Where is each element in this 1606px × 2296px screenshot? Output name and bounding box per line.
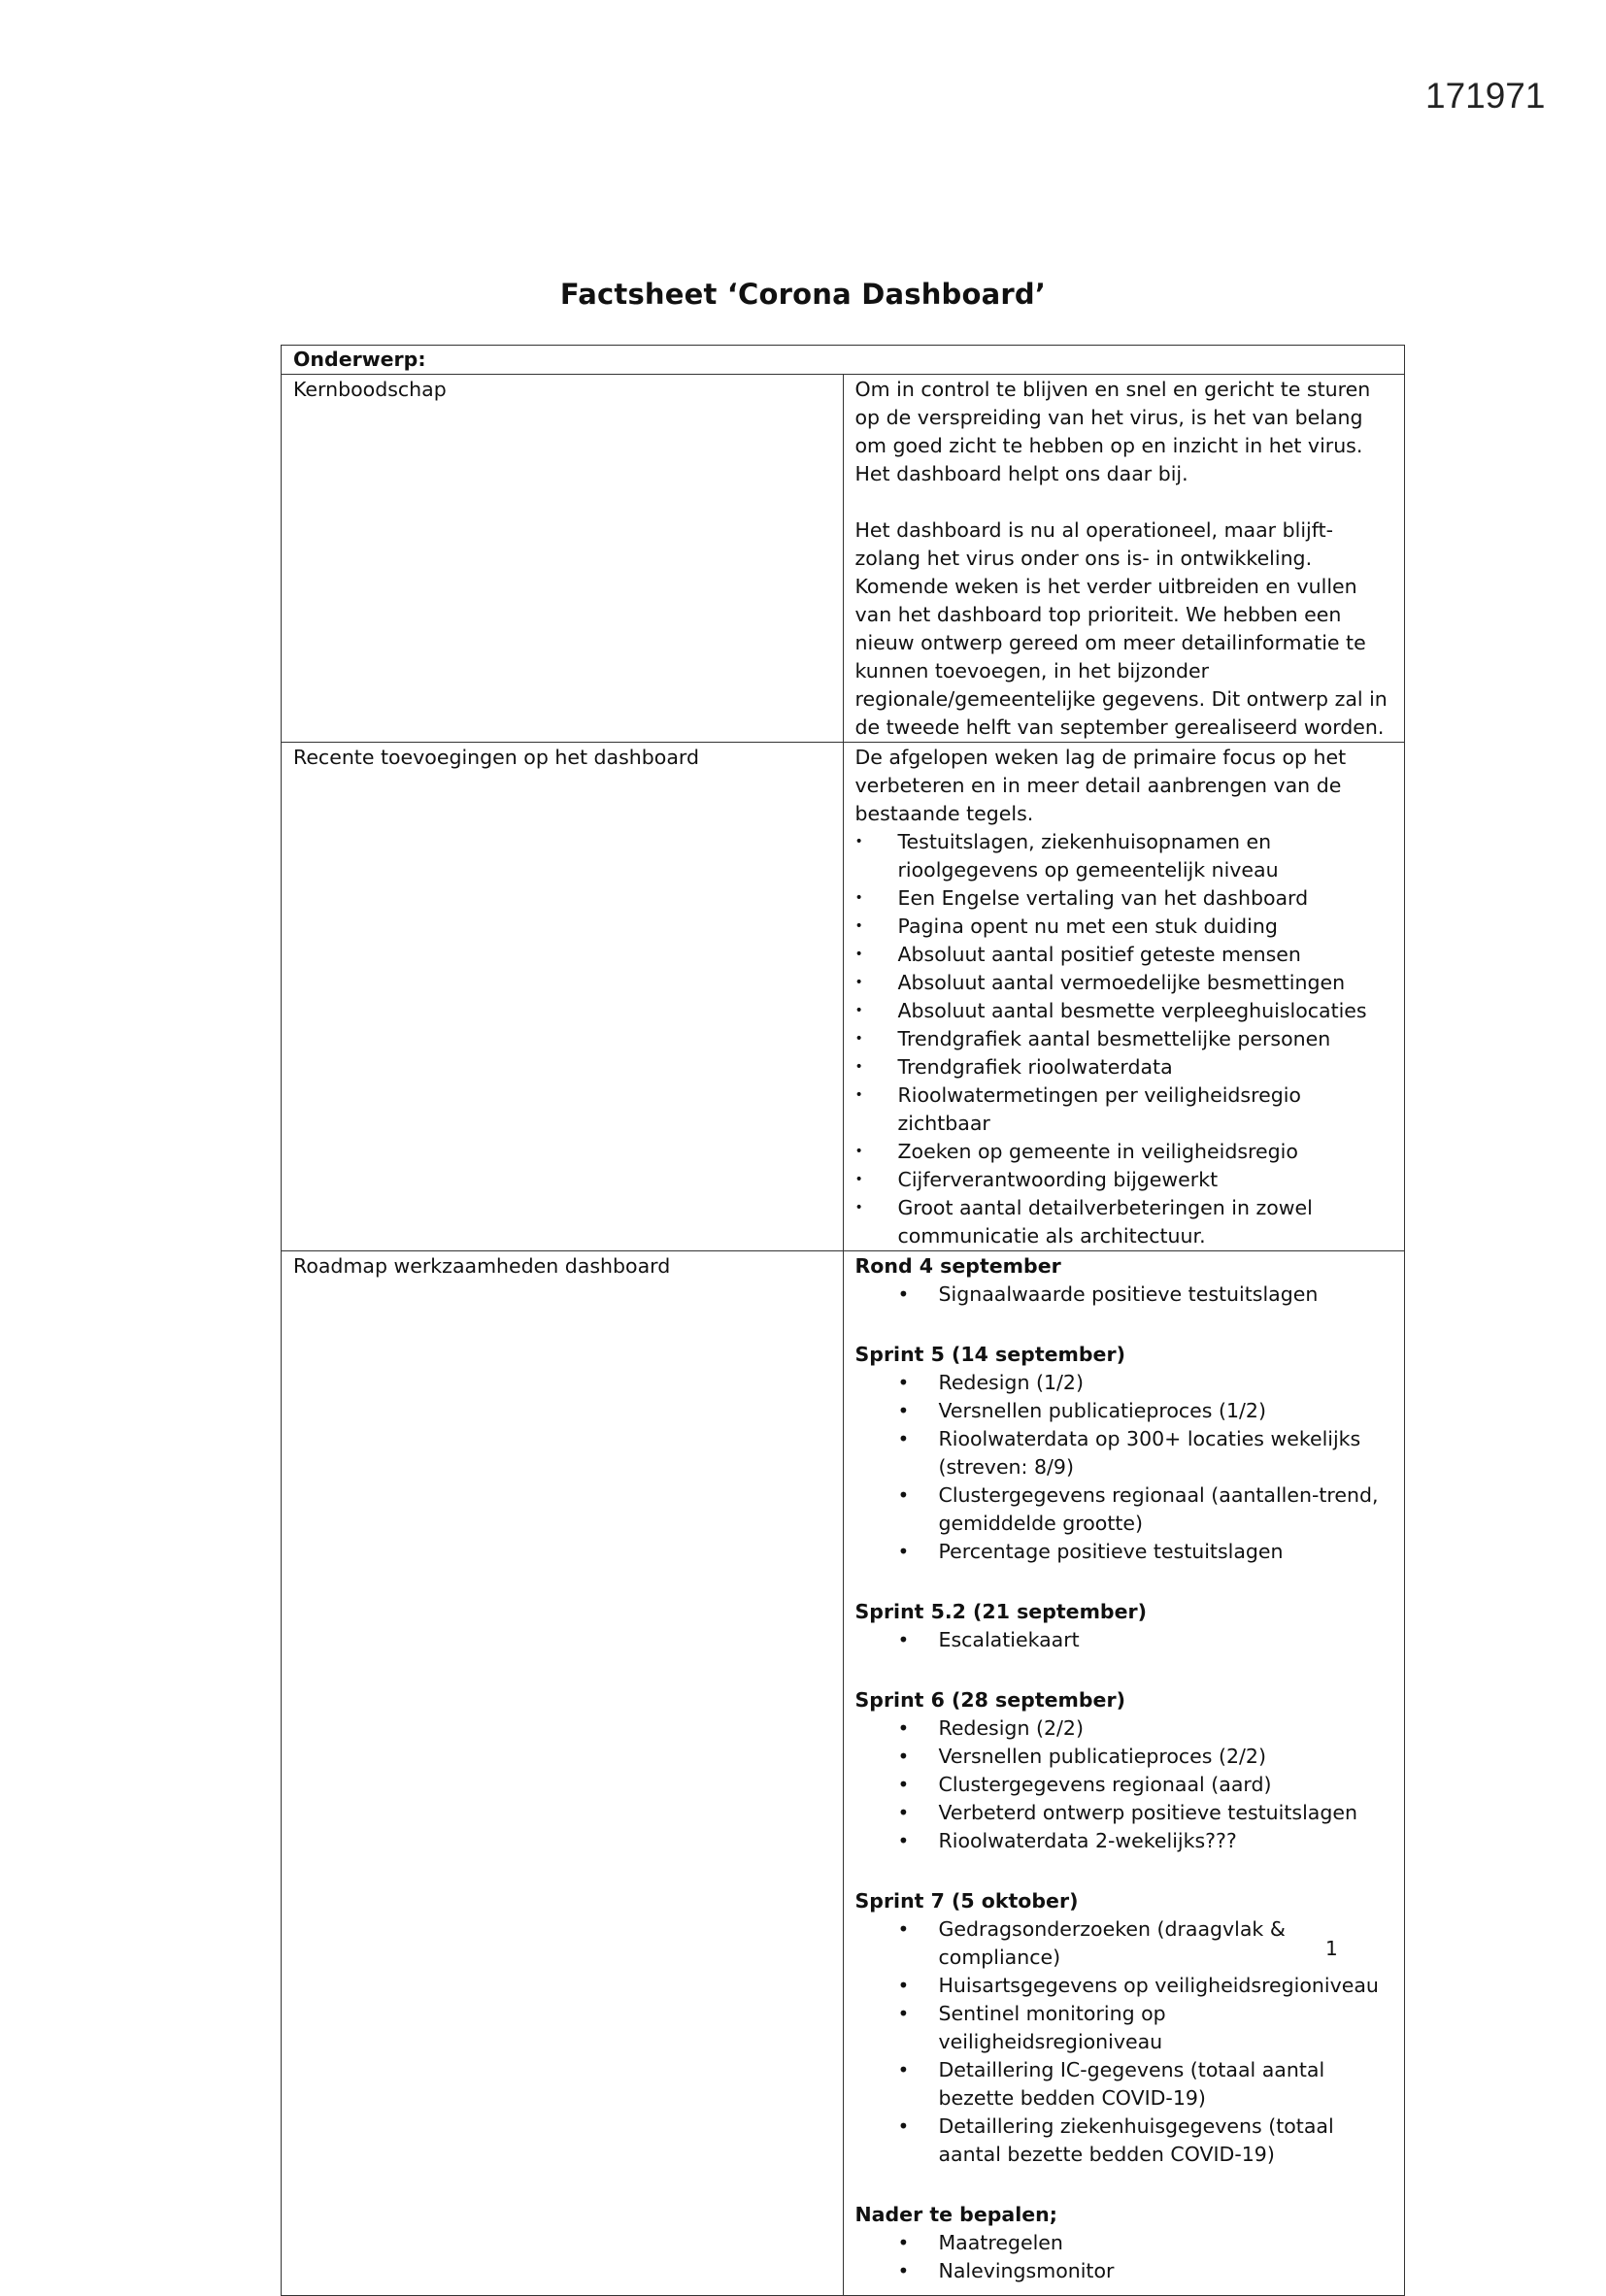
list-item: • Escalatiekaart xyxy=(855,1626,1393,1654)
paragraph: Om in control te blijven en snel en gericht te sturen op de verspreiding van het virus, is het van belang om goed zicht te hebben op en inzicht in het virus. Het dashboard helpt ons daar bij. xyxy=(854,378,1371,485)
section-heading: Sprint 7 (5 oktober) xyxy=(854,1889,1079,1913)
section-heading: Sprint 5 (14 september) xyxy=(854,1343,1125,1366)
list-item: • Zoeken op gemeente in veiligheidsregio xyxy=(855,1138,1393,1166)
row-content xyxy=(843,375,1405,743)
list-item: • Versnellen publicatieproces (1/2) xyxy=(855,1397,1393,1425)
list-item: • Nalevingsmonitor xyxy=(855,2257,1393,2285)
list-item: • Absoluut aantal positief geteste mensen xyxy=(855,941,1393,969)
list-item: • Clustergegevens regionaal (aantallen-trend, gemiddelde grootte) xyxy=(855,1481,1393,1538)
bullet-list xyxy=(855,2229,1393,2285)
list-item: • Groot aantal detailverbeteringen in zowel communicatie als architectuur. xyxy=(855,1194,1393,1250)
list-item: • Redesign (2/2) xyxy=(855,1714,1393,1743)
row-label: Roadmap werkzaamheden dashboard xyxy=(282,1251,844,2296)
list-item: • Clustergegevens regionaal (aard) xyxy=(855,1771,1393,1799)
section-heading: Sprint 5.2 (21 september) xyxy=(854,1600,1147,1623)
row-label: Kernboodschap xyxy=(282,375,844,743)
list-item: • Absoluut aantal vermoedelijke besmettingen xyxy=(855,969,1393,997)
list-item: • Gedragsonderzoeken (draagvlak & compliance) xyxy=(855,1915,1393,1972)
list-item: • Maatregelen xyxy=(855,2229,1393,2257)
bullet-list xyxy=(855,1714,1393,1855)
bullet-list xyxy=(855,1369,1393,1566)
section-heading: Rond 4 september xyxy=(854,1254,1061,1278)
list-item: • Rioolwaterdata 2-wekelijks??? xyxy=(855,1827,1393,1855)
list-item: • Versnellen publicatieproces (2/2) xyxy=(855,1743,1393,1771)
list-item: • Een Engelse vertaling van het dashboard xyxy=(855,884,1393,913)
document-id: 171971 xyxy=(1425,76,1546,116)
page-number: 1 xyxy=(1325,1937,1338,1960)
list-item: • Rioolwatermetingen per veiligheidsregio zichtbaar xyxy=(855,1081,1393,1138)
list-item: • Detaillering IC-gegevens (totaal aantal bezette bedden COVID-19) xyxy=(855,2056,1393,2113)
list-item: • Sentinel monitoring op veiligheidsregioniveau xyxy=(855,2000,1393,2056)
list-item: • Detaillering ziekenhuisgegevens (totaal aantal bezette bedden COVID-19) xyxy=(855,2113,1393,2169)
section-heading: Sprint 6 (28 september) xyxy=(854,1688,1125,1712)
list-item: • Trendgrafiek aantal besmettelijke personen xyxy=(855,1025,1393,1053)
table-row-recent xyxy=(282,743,1405,1251)
row-content xyxy=(843,743,1405,1251)
list-item: • Verbeterd ontwerp positieve testuitslagen xyxy=(855,1799,1393,1827)
list-item: • Testuitslagen, ziekenhuisopnamen en rioolgegevens op gemeentelijk niveau xyxy=(855,828,1393,884)
paragraph: Het dashboard is nu al operationeel, maar blijft- zolang het virus onder ons is- in ontwikkeling. Komende weken is het verder uitbreiden en vullen van het dashboard top prioriteit. We hebben een nieuw ontwerp gereed om meer detailinformatie te kunnen toevoegen, in het bijzonder regionale/gemeentelijke gegevens. Dit ontwerp zal in de tweede helft van september gerealiseerd worden. xyxy=(854,518,1388,739)
list-item: • Absoluut aantal besmette verpleeghuislocaties xyxy=(855,997,1393,1025)
list-item: • Trendgrafiek rioolwaterdata xyxy=(855,1053,1393,1081)
table-row-roadmap xyxy=(282,1251,1405,2296)
list-item: • Rioolwaterdata op 300+ locaties wekelijks (streven: 8/9) xyxy=(855,1425,1393,1481)
table-row-kernboodschap xyxy=(282,375,1405,743)
bullet-list xyxy=(855,1626,1393,1654)
list-item: • Signaalwaarde positieve testuitslagen xyxy=(855,1281,1393,1309)
list-item: • Redesign (1/2) xyxy=(855,1369,1393,1397)
list-item: • Huisartsgegevens op veiligheidsregioniveau xyxy=(855,1972,1393,2000)
row-label: Recente toevoegingen op het dashboard xyxy=(282,743,844,1251)
row-content xyxy=(843,1251,1405,2296)
page-title: Factsheet ‘Corona Dashboard’ xyxy=(559,278,1047,311)
bullet-list xyxy=(855,828,1393,1250)
list-item: • Percentage positieve testuitslagen xyxy=(855,1538,1393,1566)
bullet-list xyxy=(855,1915,1393,2169)
table-header-row xyxy=(282,346,1405,375)
section-heading: Nader te bepalen; xyxy=(854,2203,1057,2226)
factsheet-table xyxy=(281,345,1405,2296)
list-item: • Pagina opent nu met een stuk duiding xyxy=(855,913,1393,941)
list-item: • Cijferverantwoording bijgewerkt xyxy=(855,1166,1393,1194)
table-header: Onderwerp: xyxy=(282,346,1405,375)
paragraph: De afgelopen weken lag de primaire focus op het verbeteren en in meer detail aanbrengen van de bestaande tegels. xyxy=(854,746,1347,825)
bullet-list xyxy=(855,1281,1393,1309)
